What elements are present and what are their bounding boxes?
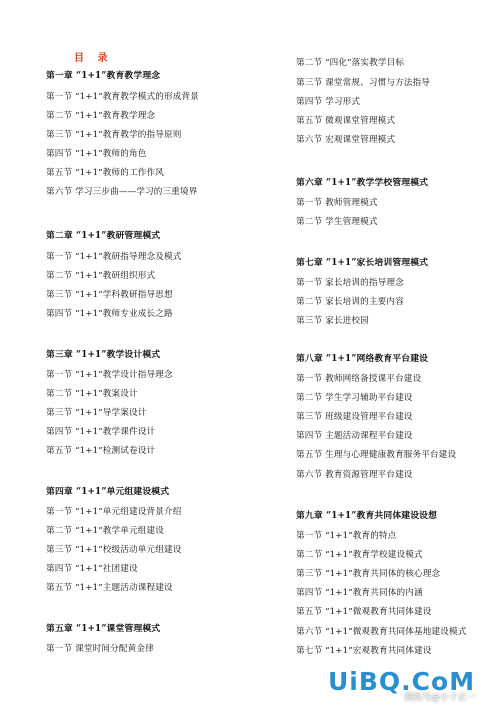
toc-section-entry: 第三节 家长进校园	[296, 316, 369, 326]
toc-section-entry: 第一节 教师管理模式	[296, 198, 378, 208]
toc-chapter-heading: 第三章 “1+1”教学设计模式	[46, 350, 161, 360]
toc-section-entry: 第二节 “1+1”教学单元组建设	[46, 526, 164, 536]
toc-section-entry: 第一节 教师网络备授课平台建设	[296, 374, 422, 384]
toc-chapter-heading: 第九章 “1+1”教育共同体建设设想	[296, 511, 438, 521]
toc-chapter-heading: 第六章 “1+1”教学学校管理模式	[296, 178, 429, 188]
toc-section-entry: 第二节 家长培训的主要内容	[296, 297, 404, 307]
toc-section-entry: 第一节 “1+1”教育教学模式的形成背景	[46, 92, 199, 102]
toc-section-entry: 第一节 家长培训的指导理念	[296, 278, 404, 288]
toc-section-entry: 第二节 “1+1”教研组织形式	[46, 271, 156, 281]
toc-section-entry: 第四节 “1+1”社团建设	[46, 564, 138, 574]
toc-section-entry: 第二节 “1+1”教育学校建设模式	[296, 550, 423, 560]
toc-section-entry: 第五节 “1+1”检测试卷设计	[46, 446, 156, 456]
toc-section-entry: 第一节 “1+1”教研指导理念及模式	[46, 252, 182, 262]
toc-section-entry: 第四节 “1+1”教师的角色	[46, 149, 147, 159]
toc-section-entry: 第六节 教育资源管理平台建设	[296, 470, 413, 480]
toc-section-entry: 第四节 “1+1”教育共同体的内涵	[296, 588, 423, 598]
toc-section-entry: 第五节 “1+1”主题活动课程建设	[46, 583, 173, 593]
toc-section-entry: 第一节 “1+1”单元组建设背景介绍	[46, 507, 182, 517]
source-credit: 搜狐号@小子正一	[404, 693, 477, 703]
toc-title: 目 录	[74, 53, 113, 64]
toc-chapter-heading: 第五章 “1+1”课堂管理模式	[46, 624, 161, 634]
toc-section-entry: 第五节 “1+1”教师的工作作风	[46, 168, 164, 178]
toc-chapter-heading: 第二章 “1+1”教研管理模式	[46, 231, 161, 241]
toc-section-entry: 第五节 “1+1”微观教育共同体建设	[296, 607, 432, 617]
toc-section-entry: 第二节 学生管理模式	[296, 217, 378, 227]
site-watermark: UiBQ.CoM	[328, 667, 476, 696]
toc-section-entry: 第七节 “1+1”宏观教育共同体建设	[296, 646, 432, 656]
toc-section-entry: 第一节 课堂时间分配黄金律	[46, 644, 154, 654]
toc-section-entry: 第二节 “四化”落实教学目标	[296, 58, 405, 68]
toc-section-entry: 第三节 课堂常规、习惯与方法指导	[296, 78, 431, 88]
toc-section-entry: 第六节 “1+1”微观教育共同体基地建设模式	[296, 627, 467, 637]
toc-chapter-heading: 第一章 “1+1”教育教学理念	[46, 71, 161, 81]
toc-section-entry: 第二节 “1+1”教育教学理念	[46, 111, 156, 121]
toc-section-entry: 第二节 学生学习辅助平台建设	[296, 393, 413, 403]
toc-section-entry: 第三节 “1+1”导学案设计	[46, 408, 147, 418]
toc-chapter-heading: 第七章 “1+1”家长培训管理模式	[296, 258, 429, 268]
toc-section-entry: 第四节 学习形式	[296, 97, 361, 107]
toc-chapter-heading: 第八章 “1+1”网络教育平台建设	[296, 354, 429, 364]
toc-section-entry: 第三节 “1+1”教育共同体的核心理念	[296, 569, 441, 579]
toc-section-entry: 第三节 “1+1”教育教学的指导原则	[46, 130, 182, 140]
toc-section-entry: 第六节 宏观课堂管理模式	[296, 135, 396, 145]
toc-section-entry: 第四节 “1+1”教师专业成长之路	[46, 309, 173, 319]
toc-chapter-heading: 第四章 “1+1”单元组建设模式	[46, 487, 170, 497]
toc-section-entry: 第六节 学习三步曲——学习的三重境界	[46, 187, 198, 197]
toc-section-entry: 第四节 “1+1”教学课件设计	[46, 427, 156, 437]
toc-section-entry: 第一节 “1+1”教学设计指导理念	[46, 370, 173, 380]
toc-section-entry: 第一节 “1+1”教育的特点	[296, 531, 397, 541]
toc-section-entry: 第三节 “1+1”校级活动单元组建设	[46, 545, 182, 555]
toc-section-entry: 第三节 “1+1”学科教研指导思想	[46, 290, 173, 300]
toc-section-entry: 第三节 班级建设管理平台建设	[296, 412, 413, 422]
toc-section-entry: 第五节 生理与心理健康教育服务平台建设	[296, 450, 457, 460]
toc-section-entry: 第五节 微观课堂管理模式	[296, 116, 396, 126]
toc-section-entry: 第二节 “1+1”教案设计	[46, 389, 138, 399]
toc-section-entry: 第四节 主题活动课程平台建设	[296, 431, 413, 441]
